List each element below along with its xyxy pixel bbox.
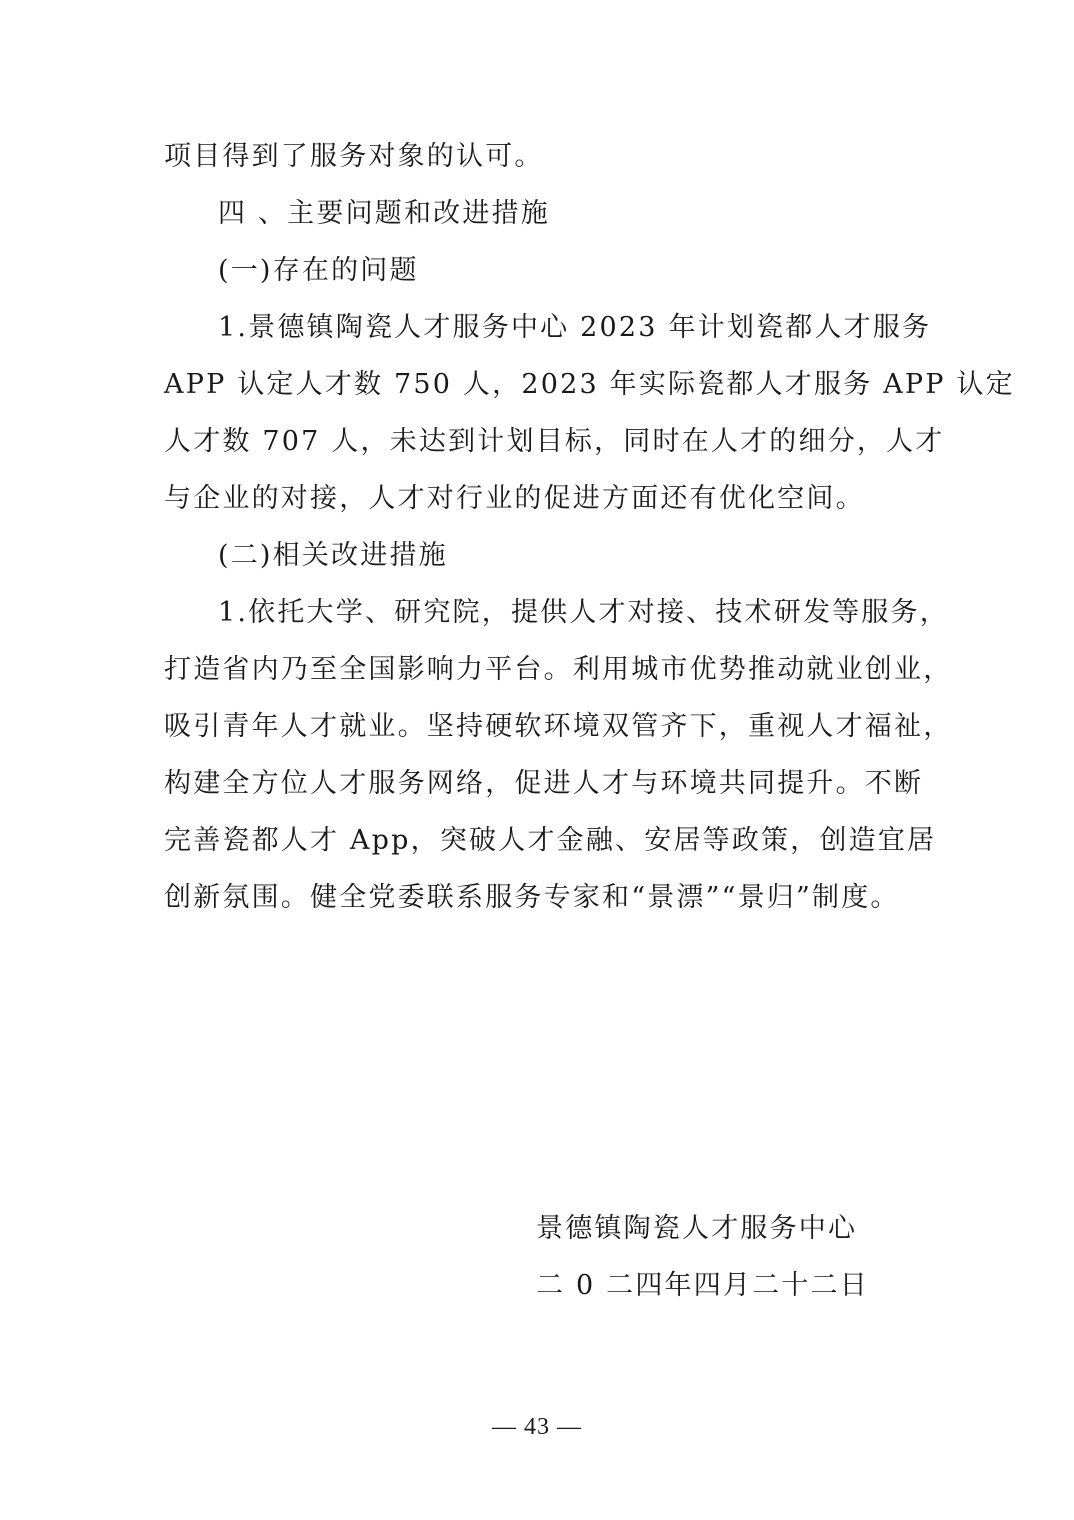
signature-organization: 景德镇陶瓷人才服务中心 — [536, 1213, 858, 1244]
page-number: — 43 — — [492, 1414, 582, 1440]
subheading-existing-problems: (一)存在的问题 — [218, 255, 419, 286]
section-heading-four: 四 、主要问题和改进措施 — [218, 198, 550, 229]
measures-paragraph-line-3: 吸引青年人才就业。坚持硬软环境双管齐下，重视人才福祉， — [164, 711, 953, 742]
measures-paragraph-line-4: 构建全方位人才服务网络，促进人才与环境共同提升。不断 — [164, 768, 924, 799]
paragraph-continuation: 项目得到了服务对象的认可。 — [164, 141, 544, 172]
problem-paragraph-line-4: 与企业的对接，人才对行业的促进方面还有优化空间。 — [164, 483, 865, 514]
problem-paragraph-line-2: APP 认定人才数 750 人，2023 年实际瓷都人才服务 APP 认定 — [164, 369, 1015, 400]
measures-paragraph-line-1: 1.依托大学、研究院，提供人才对接、技术研发等服务， — [218, 597, 949, 628]
measures-paragraph-line-2: 打造省内乃至全国影响力平台。利用城市优势推动就业创业， — [164, 654, 953, 685]
measures-paragraph-line-5: 完善瓷都人才 App，突破人才金融、安居等政策，创造宜居 — [164, 825, 937, 856]
subheading-improvement-measures: (二)相关改进措施 — [218, 540, 448, 571]
problem-paragraph-line-3: 人才数 707 人，未达到计划目标，同时在人才的细分，人才 — [164, 426, 945, 457]
signature-date: 二 0 二四年四月二十二日 — [536, 1270, 869, 1301]
problem-paragraph-line-1: 1.景德镇陶瓷人才服务中心 2023 年计划瓷都人才服务 — [218, 312, 932, 343]
measures-paragraph-line-6: 创新氛围。健全党委联系服务专家和“景漂”“景归”制度。 — [164, 882, 900, 913]
